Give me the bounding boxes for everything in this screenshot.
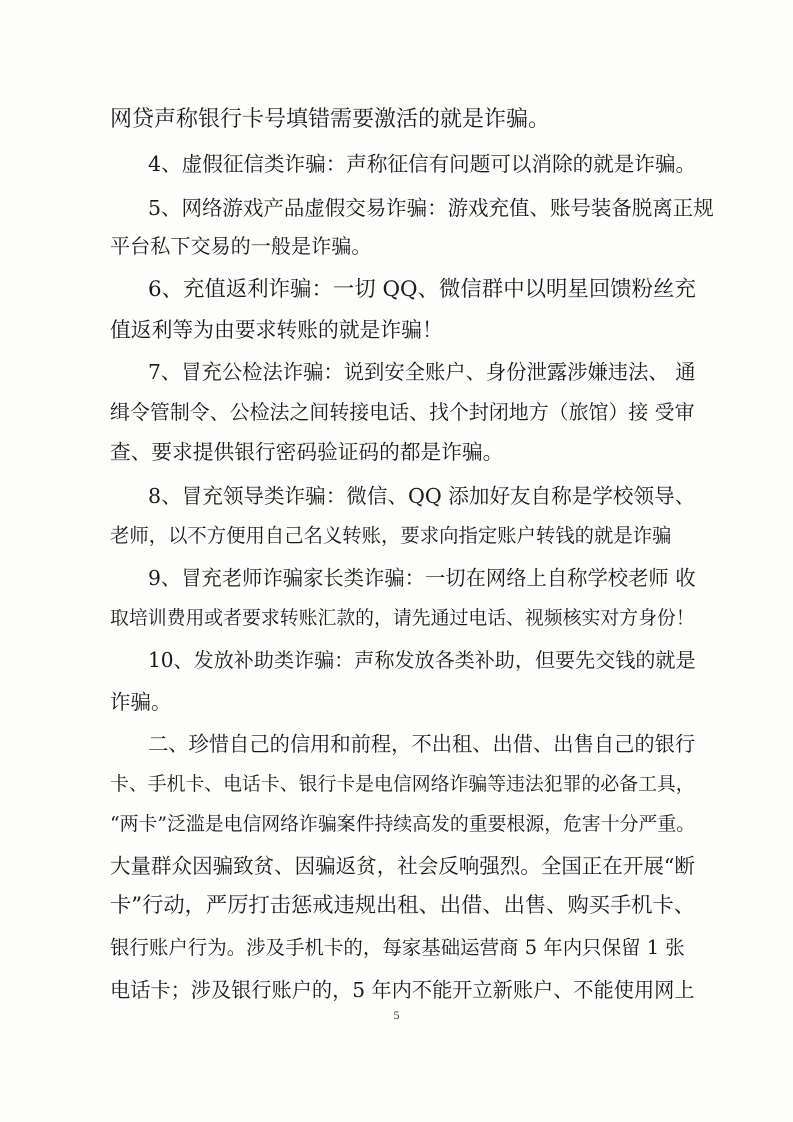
text-line: 卡、手机卡、电话卡、银行卡是电信网络诈骗等违法犯罪的必备工具， [110, 773, 695, 795]
text-line: 平台私下交易的一般是诈骗。 [110, 234, 372, 258]
text-line: 网贷声称银行卡号填错需要激活的就是诈骗。 [110, 107, 551, 132]
text-line: 银行账户行为。涉及手机卡的，每家基础运营商 5 年内只保留 1 张 [110, 936, 685, 959]
text-line: “两卡”泛滥是电信网络诈骗案件持续高发的重要根源，危害十分严重。 [110, 813, 696, 835]
text-line: 大量群众因骗致贫、因骗返贫，社会反响强烈。全国正在开展“断 [110, 854, 695, 878]
page-number: 5 [393, 1008, 400, 1022]
text-line: 4、虚假征信类诈骗：声称征信有问题可以消除的就是诈骗。 [148, 152, 697, 176]
text-line: 查、要求提供银行密码验证码的都是诈骗。 [110, 440, 504, 464]
text-line: 电话卡；涉及银行账户的，5 年内不能开立新账户、不能使用网上 [110, 978, 695, 1002]
text-line: 诈骗。 [110, 690, 172, 714]
text-line: 取培训费用或者要求转账汇款的，请先通过电话、视频核实对方身份！ [110, 607, 695, 629]
text-line: 8、冒充领导类诈骗：微信、QQ 添加好友自称是学校领导、 [148, 484, 696, 508]
text-line: 7、冒充公检法诈骗：说到安全账户、身份泄露涉嫌违法、 通 [148, 360, 696, 384]
text-line: 缉令管制令、公检法之间转接电话、找个封闭地方（旅馆）接 受审 [110, 400, 695, 424]
text-line: 5、网络游戏产品虚假交易诈骗：游戏充值、账号装备脱离正规 [148, 196, 714, 220]
text-line: 10、发放补助类诈骗：声称发放各类补助，但要先交钱的就是 [148, 648, 696, 672]
text-line: 卡”行动，严厉打击惩戒违规出租、出借、出售、购买手机卡、 [110, 893, 696, 918]
text-line: 6、充值返利诈骗：一切 QQ、微信群中以明星回馈粉丝充 [148, 277, 696, 302]
text-line: 值返利等为由要求转账的就是诈骗！ [110, 318, 443, 342]
text-line: 老师，以不方便用自己名义转账，要求向指定账户转钱的就是诈骗 [110, 524, 672, 547]
text-line: 二、珍惜自己的信用和前程，不出租、出借、出售自己的银行 [148, 732, 696, 756]
text-line: 9、冒充老师诈骗家长类诈骗：一切在网络上自称学校老师 收 [148, 566, 696, 590]
